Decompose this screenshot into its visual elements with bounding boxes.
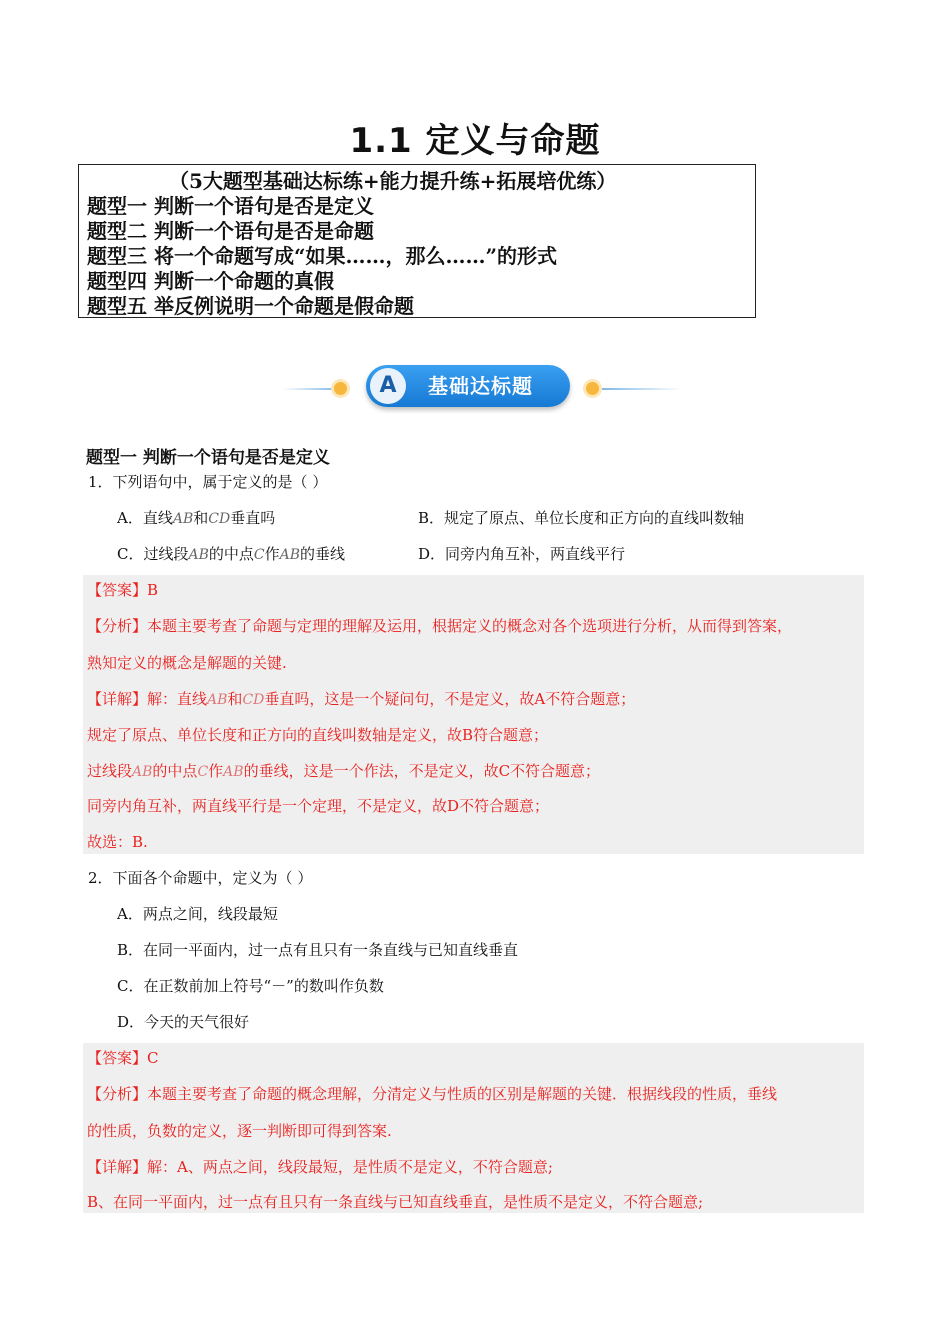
q1-detail-line1 [87,688,635,711]
banner-dot-right [586,382,599,395]
q1-option-c-text: 作 [264,545,280,563]
banner-line-left [282,388,338,390]
banner-dot-left [334,382,347,395]
math-ab: AB [188,547,209,563]
banner-line-right [602,388,682,390]
q2-option-d: D．今天的天气很好 [117,1013,250,1031]
math-ab: AB [223,764,244,780]
q1-detail-line4: 同旁内角互补，两直线平行是一个定理，不是定义，故D不符合题意； [87,797,550,815]
q1-option-c-text: C．过线段 [117,545,189,563]
q2-analysis-line2: 的性质，负数的定义，逐一判断即可得到答案. [87,1122,392,1140]
q1-analysis-line1: 【分析】本题主要考查了命题与定理的理解及运用，根据定义的概念对各个选项进行分析，从而得到答案， [87,617,793,635]
q1-detail-text: 【详解】解：直线 [87,690,208,708]
q1-detail-text: 的中点 [152,762,198,780]
section-banner [282,364,694,412]
math-ab: AB [279,547,301,563]
page-title: 1.1 定义与命题 [349,121,601,161]
q1-option-a [117,507,275,530]
topic-subtitle: （5大题型基础达标练+能力提升练+拓展培优练） [169,169,617,193]
topic-item-3: 题型三 将一个命题写成“如果……，那么……”的形式 [87,244,557,268]
q2-stem: 2．下面各个命题中，定义为（ ） [88,869,313,887]
q1-option-a-text: 和 [193,509,209,527]
topic-item-1: 题型一 判断一个语句是否是定义 [87,194,374,218]
math-c: C [197,764,209,780]
q1-answer: 【答案】B [87,581,159,599]
q2-option-c: C．在正数前加上符号“－”的数叫作负数 [117,977,384,995]
topic-item-5: 题型五 举反例说明一个命题是假命题 [87,294,414,318]
q1-option-b: B．规定了原点、单位长度和正方向的直线叫数轴 [418,509,745,527]
q2-answer: 【答案】C [87,1049,159,1067]
q1-detail-line2: 规定了原点、单位长度和正方向的直线叫数轴是定义，故B符合题意； [87,726,549,744]
math-ab: AB [207,692,228,708]
math-cd: CD [242,692,265,708]
q1-detail-text: 垂直吗，这是一个疑问句，不是定义，故A不符合题意； [264,690,636,708]
math-ab: AB [172,511,194,527]
q1-detail-text: 的垂线，这是一个作法，不是定义，故C不符合题意； [243,762,601,780]
q1-detail-text: 和 [227,690,243,708]
section-title: 题型一 判断一个语句是否是定义 [86,448,330,468]
banner-label: 基础达标题 [428,374,533,398]
q2-analysis-line1: 【分析】本题主要考查了命题的概念理解，分清定义与性质的区别是解题的关键．根据线段的性质，垂线 [87,1085,778,1103]
math-c: C [253,547,265,563]
q1-option-a-text: A．直线 [117,509,173,527]
topic-summary-box [78,164,756,318]
q1-analysis-line2: 熟知定义的概念是解题的关键. [87,654,287,672]
math-cd: CD [208,511,231,527]
q1-detail-text: 作 [208,762,224,780]
banner-letter: A [370,368,406,404]
math-ab: AB [132,764,153,780]
q2-option-a: A．两点之间，线段最短 [117,905,278,923]
q1-detail-text: 过线段 [87,762,133,780]
q1-option-c-text: 的垂线 [300,545,346,563]
q1-stem: 1．下列语句中，属于定义的是（ ） [88,473,328,491]
topic-item-4: 题型四 判断一个命题的真假 [87,269,334,293]
q1-detail-line5: 故选：B. [87,833,148,851]
q1-option-c [117,543,345,566]
q2-detail-line1: 【详解】解：A、两点之间，线段最短，是性质不是定义，不符合题意; [87,1158,553,1176]
topic-item-2: 题型二 判断一个语句是否是命题 [87,219,374,243]
q1-option-d: D．同旁内角互补，两直线平行 [418,545,626,563]
q2-option-b: B．在同一平面内，过一点有且只有一条直线与已知直线垂直 [117,941,519,959]
q1-detail-line3 [87,760,600,783]
q1-option-a-text: 垂直吗 [230,509,276,527]
q1-option-c-text: 的中点 [208,545,254,563]
banner-pill [366,365,570,407]
q2-detail-line2: B、在同一平面内，过一点有且只有一条直线与已知直线垂直，是性质不是定义，不符合题意; [87,1193,704,1211]
